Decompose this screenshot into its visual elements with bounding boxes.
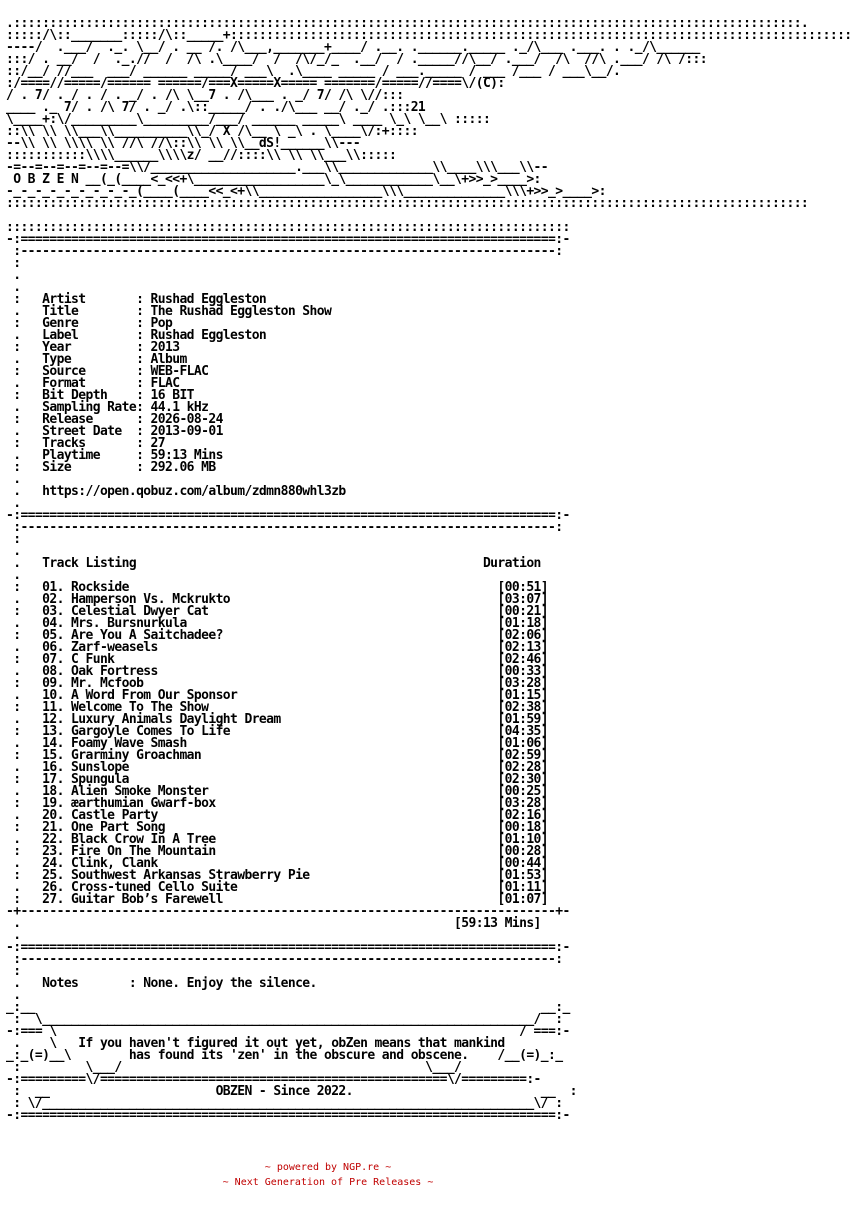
footer-tagline[interactable]: ~ Next Generation of Pre Releases ~ <box>222 1177 434 1188</box>
nfo-text: .:::::::::::::::::::::::::::::::::::::::::::::::::::::::::::::::::::::::::::::::::::::::::::::::::::::::::::::. :::::/\::_______:::::/\::_____+:::::::::::::::::::::::::::::::::::::::::::::::::::::::::::::::::::::::::::::::::::::: ----/ .___/ ._. \__/ . __ /. /\___,_______+____/ .__. .______._____ ._/\___ .___. . ._/\______ :::/ . __/ / ._.// / /\ .\____/ / /\/_/_ .__/ / ._____//\__/ .___/ /\ //\ .___/ /\ /::: ::/__/ //___ ___/ ______ _____/ ___\ .\____ _____ / ___._____ / ___ /___ / ___\__/. :/====//=====/====== ======/===X=====X===== =======/=====//====\/(C): / . 7/ . / . / . _/ . /\ \__7 . /\___ . _/ 7/ /\ \//::: ____ ._ 7/ . /\ 7/ . _/ .\::_____/ . ./\___ __/ ._/ .:::21 \____+:\/_________\_________/___/ ______ _____\ ____ \_\ \__\ ::::: ::\\ \\ \\___\\__________\\_/ X /\__ \ _\ . \____\/:+:::: --\\ \\ \\\\ \\ //\ //\::\\ \\ \\__dS!______\\--- :::::::::::\\\\______\\\\z/ __//::::\\ \\ \\___\\::::: -=--=--=--=--=--=\\/____________________.___\\_____________\\____\\\___\\-- O B Z E N __(_(____<_<<+\__________________\_\____________\__\+>>_>____>: -_-_-_-_-_-_-_-_-_(____(____<<_<+\\_________________\\\______________\\\+>>_>____>: ::::::::::::::::::::::::::::::::::::::::::::::::::::::::::::::::::::::::::::::::::::::::::::::::::::::::::::::: :::::::::::::::::::::::::::::::::::::::::::::::::::::::::::::::::::::::::::::: -:==========================================================================:- :--------------------------------------------------------------------------: : . . : Artist : Rushad Eggleston . Title : The Rushad Eggleston Show : Genre : Pop . Label : Rushad Eggleston : Year : 2013 . Type : Album : Source : WEB-FLAC . Format : FLAC : Bit Depth : 16 BIT . Sampling Rate: 44.1 kHz : Release : 2026-08-24 . Street Date : 2013-09-01 : Tracks : 27 . Playtime : 59:13 Mins : Size : 292.06 MB . . https://open.qobuz.com/album/zdmn880whl3zb . -:==========================================================================:- :--------------------------------------------------------------------------: : . . Track Listing Duration . : 01. Rockside [00:51] . 02. Hamperson Vs. Mckrukto [03:07] : 03. Celestial Dwyer Cat [00:21] . 04. Mrs. Bursnurkula [01:18] : 05. Are You A Saitchadee? [02:06] . 06. Zarf-weasels [02:13] : 07. C Funk [02:46] . 08. Oak Fortress [00:33] : 09. Mr. Mcfoob [03:28] . 10. A Word From Our Sponsor [01:15] : 11. Welcome To The Show [02:38] . 12. Luxury Animals Daylight Dream [01:59] : 13. Gargoyle Comes To Life [04:35] . 14. Foamy Wave Smash [01:06] : 15. Grarminy Groachman [02:59] . 16. Sunslope [02:28] : 17. Spungula [02:30] . 18. Alien Smoke Monster [00:25] : 19. æarthumian Gwarf-box [03:28] . 20. Castle Party [02:16] : 21. One Part Song [00:18] . 22. Black Crow In A Tree [01:10] : 23. Fire On The Mountain [00:28] . 24. Clink, Clank [00:44] : 25. Southwest Arkansas Strawberry Pie [01:53] . 26. Cross-tuned Cello Suite [01:11] : 27. Guitar Bob’s Farewell [01:07] -+--------------------------------------------------------------------------+- . [59:13 Mins] . -:==========================================================================:- :--------------------------------------------------------------------------: : . Notes : None. Enjoy the silence. . _:__ __:_ : \____________________________________________________________________/ : -:=== \ / ===:- . \ If you haven't figured it out yet, obZen means that mankind _:_(=)__\ has found its 'zen' in the obscure and obscene. /__(=)_:_ : \___/ \___/ -:=========\/================================================\/=========:- : __ OBZEN - Since 2022. __ : : \/____________________________________________________________________\/ : -:==========================================================================:- <box>6 16 852 1123</box>
footer <box>0 1160 656 1190</box>
footer-powered-by[interactable]: ~ powered by NGP.re ~ <box>264 1162 392 1173</box>
